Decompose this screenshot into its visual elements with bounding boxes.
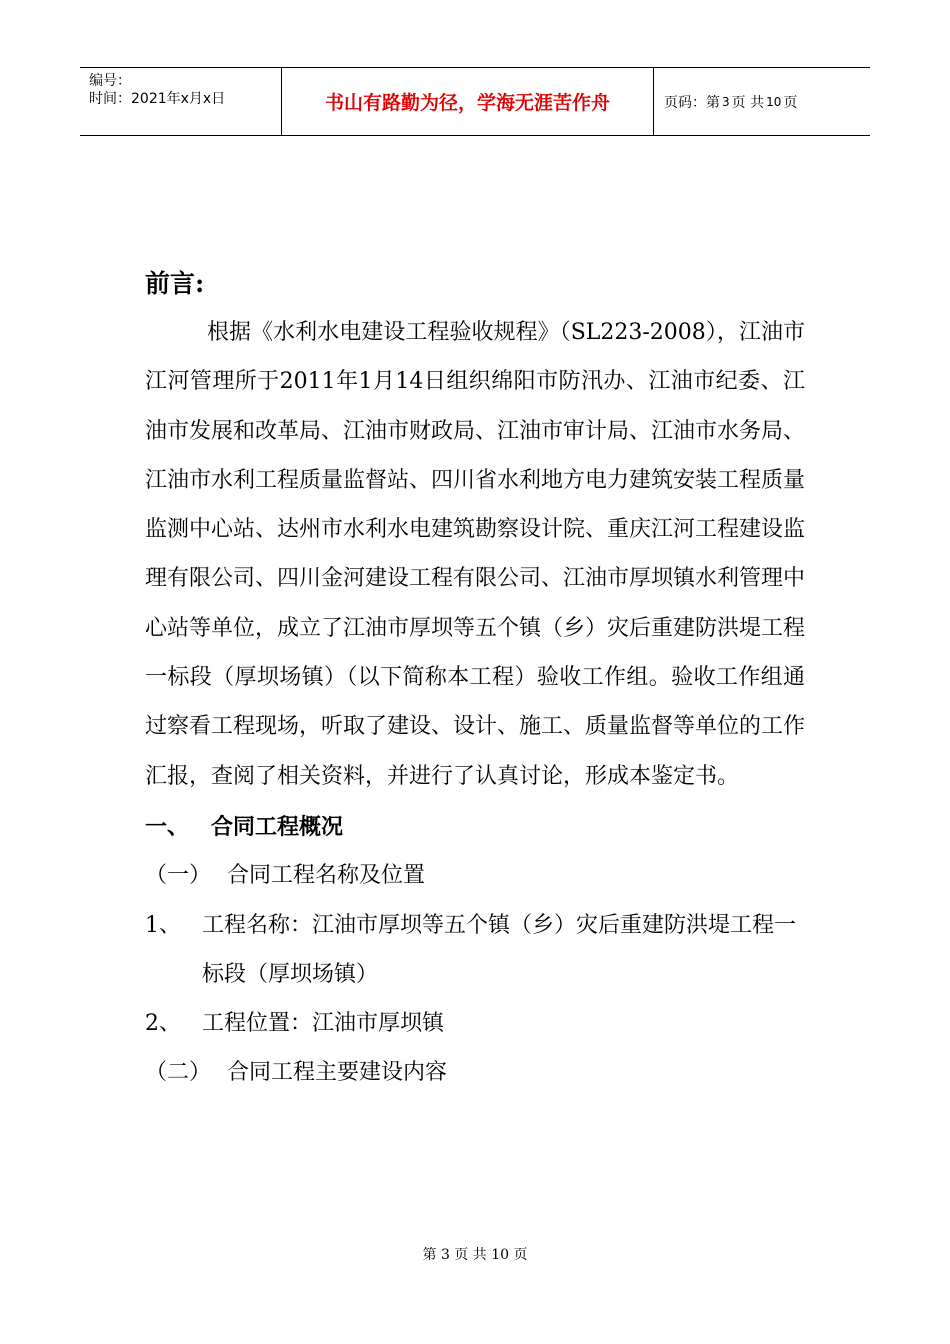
header-meta [80, 68, 282, 135]
list-item-text: 工程名称：江油市厚坝等五个镇（乡）灾后重建防洪堤工程一标段（厚坝场镇） [202, 912, 797, 987]
date-label: 时间：2021年x月x日 [89, 91, 226, 107]
page-total: 10 [766, 94, 782, 109]
section-heading [145, 803, 805, 851]
subsection-number: （二） [145, 1059, 212, 1085]
page-number: 3 [722, 94, 730, 109]
subsection-title: 合同工程主要建设内容 [227, 1059, 448, 1085]
page-mid: 页 共 [731, 94, 765, 111]
list-item-number: 1、 [145, 912, 181, 938]
number-label: 编号： [89, 73, 131, 89]
list-item-number: 2、 [145, 1010, 181, 1036]
document-header [80, 67, 870, 136]
subsection-heading [145, 1048, 805, 1098]
subsection-number: （一） [145, 862, 212, 888]
section-number: 一、 [145, 813, 190, 840]
header-page-info [654, 68, 870, 135]
subsection-title: 合同工程名称及位置 [227, 862, 426, 888]
page-footer: 第 3 页 共 10 页 [422, 1247, 528, 1263]
subsection-heading [145, 851, 805, 901]
preface-title: 前言: [145, 269, 205, 298]
section-title: 合同工程概况 [211, 813, 344, 840]
preface-paragraph: 根据《水利水电建设工程验收规程》（SL223-2008），江油市江河管理所于2011年1月14日组织绵阳市防汛办、江油市纪委、江油市发展和改革局、江油市财政局、江油市审计局、江油市水务局、江油市水利工程质量监督站、四川省水利地方电力建筑安装工程质量监测中心站、达州市水利水电建筑勘察设计院、重庆江河工程建设监理有限公司、四川金河建设工程有限公司、江油市厚坝镇水利管理中心站等单位，成立了江油市厚坝等五个镇（乡）灾后重建防洪堤工程一标段（厚坝场镇）（以下简称本工程）验收工作组。验收工作组通过察看工程现场，听取了建设、设计、施工、质量监督等单位的工作汇报，查阅了相关资料，并进行了认真讨论，形成本鉴定书。 [145, 320, 806, 789]
document-body [145, 262, 805, 1098]
page-suffix: 页 [783, 94, 798, 111]
list-item-text: 工程位置：江油市厚坝镇 [202, 1010, 445, 1036]
page-prefix: 页码：第 [664, 94, 720, 111]
list-item [145, 999, 805, 1048]
list-item [145, 901, 805, 999]
header-motto: 书山有路勤为径，学海无涯苦作舟 [282, 68, 654, 135]
